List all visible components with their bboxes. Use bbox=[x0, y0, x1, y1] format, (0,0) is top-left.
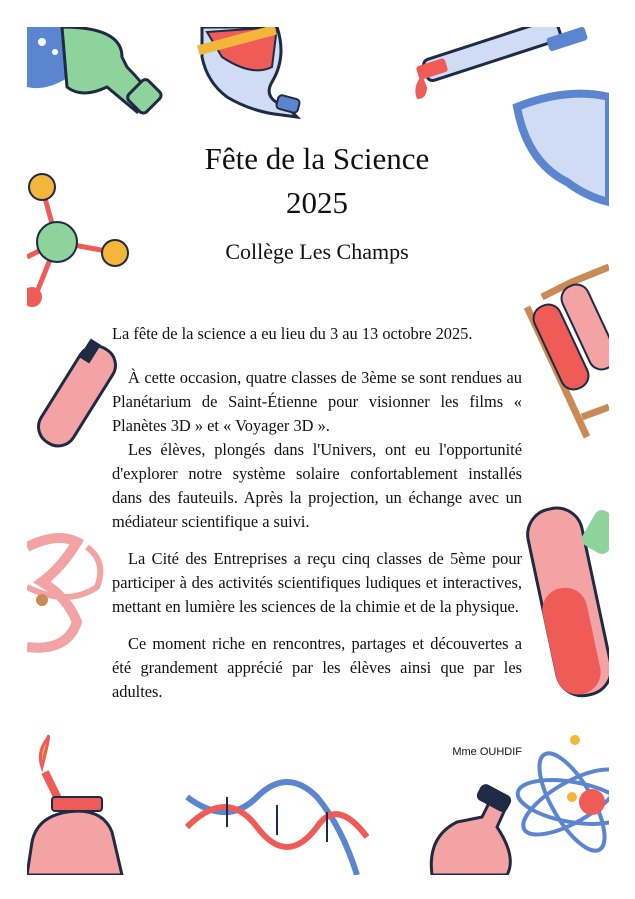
molecule-icon bbox=[27, 174, 128, 307]
flask-icon bbox=[27, 27, 163, 115]
paragraph-planetarium: À cette occasion, quatre classes de 3ème se sont rendues au Planétarium de Saint-Étienne pour visionner les films « Planètes 3D » et « Voyager 3D ». bbox=[112, 368, 522, 435]
school-name: Collège Les Champs bbox=[225, 239, 409, 264]
signature: Mme OUHDIF bbox=[452, 746, 522, 758]
article-body bbox=[112, 322, 522, 704]
title-line-1: Fête de la Science bbox=[204, 141, 430, 176]
paragraph-cite: La Cité des Entreprises a reçu cinq classes de 5ème pour participer à des activités scientifiques ludiques et interactives, mettant en lumière les sciences de la chimie et de la physique. bbox=[112, 549, 522, 616]
paragraph-intro: La fête de la science a eu lieu du 3 au 13 octobre 2025. bbox=[112, 324, 473, 343]
goggles-icon bbox=[517, 94, 609, 202]
paragraph-students: Les élèves, plongés dans l'Univers, ont eu l'opportunité d'explorer notre système solaire confortablement installés dans des fauteuils. Après la projection, un échange avec un médiateur scientifique a suivi. bbox=[112, 440, 522, 531]
tongs-icon bbox=[27, 538, 100, 648]
paragraph-conclusion: Ce moment riche en rencontres, partages et découvertes a été grandement apprécié par les élèves ainsi que par les adultes. bbox=[112, 634, 522, 701]
erlenmeyer-icon bbox=[431, 782, 513, 875]
test-tube-rack-icon bbox=[527, 267, 609, 437]
poster-page bbox=[27, 27, 609, 875]
dna-icon bbox=[187, 782, 367, 875]
beaker-icon bbox=[197, 27, 300, 117]
test-tube-icon bbox=[32, 338, 123, 452]
pipette-icon bbox=[415, 27, 588, 99]
atom-icon bbox=[514, 735, 609, 860]
title-line-2: 2025 bbox=[286, 185, 348, 220]
burner-icon bbox=[27, 736, 122, 875]
large-test-tube-icon bbox=[523, 503, 609, 700]
